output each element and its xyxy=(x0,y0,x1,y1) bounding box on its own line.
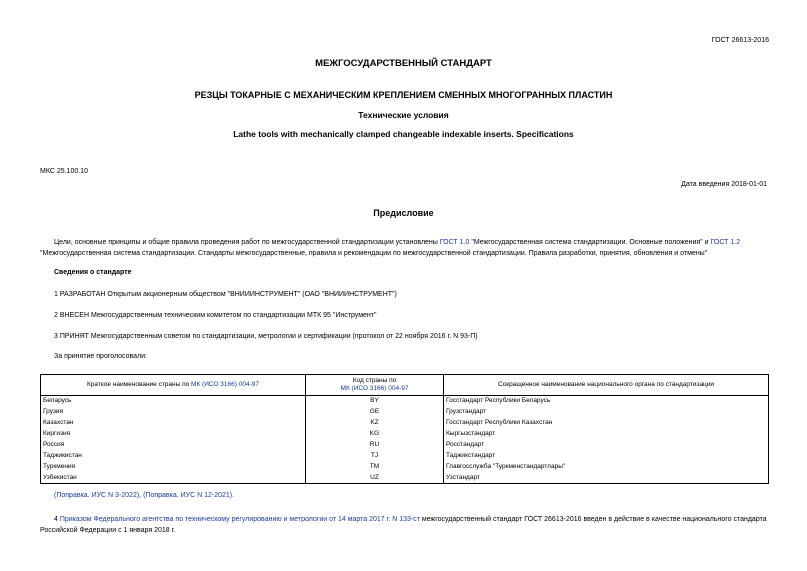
paragraph-text: "Межгосударственная система стандартизации. Стандарты межгосударственные, правила и рекомендации по межгосударственной стандартизации. Правила разработки, принятия, обновления и отмены" xyxy=(40,250,708,257)
header-text: Код страны по xyxy=(352,377,397,384)
code-cell: TJ xyxy=(306,450,444,461)
body-cell: Кыргызстандарт xyxy=(444,429,769,440)
table-row xyxy=(41,418,769,429)
body-cell: Главгосслужба "Туркменстандартлары" xyxy=(444,461,769,472)
header-text: Краткое наименование страны по xyxy=(87,381,192,388)
country-cell: Казахстан xyxy=(41,418,306,429)
column-header-country xyxy=(41,375,306,396)
column-header-code xyxy=(306,375,444,396)
gost-1-2-link[interactable]: ГОСТ 1.2 xyxy=(710,239,741,246)
gost-1-0-link[interactable]: ГОСТ 1.0 xyxy=(439,239,470,246)
code-cell: TM xyxy=(306,461,444,472)
table-row xyxy=(41,407,769,418)
item-adopted: 3 ПРИНЯТ Межгосударственным советом по стандартизации, метрологии и сертификации (протокол от 22 ноября 2016 г. N 93-П) xyxy=(54,333,478,340)
body-cell: Грузстандарт xyxy=(444,407,769,418)
mk-iso-link[interactable]: МК (ИСО 3166) 004-97 xyxy=(191,381,259,388)
amendment-text: . ИУС N 3-2022), ( xyxy=(87,492,146,499)
amendments-line xyxy=(54,492,234,499)
item-developed: 1 РАЗРАБОТАН Открытым акционерным обществом "ВНИИИНСТРУМЕНТ" (ОАО "ВНИИИНСТРУМЕНТ") xyxy=(54,291,397,298)
amendment-link[interactable]: Поправка xyxy=(145,492,177,499)
column-header-body: Сокращенное наименование национального органа по стандартизации xyxy=(444,375,769,396)
code-cell: RU xyxy=(306,440,444,451)
item-number: 4 xyxy=(54,516,60,523)
body-cell: Таджикстандарт xyxy=(444,450,769,461)
foreword-paragraph xyxy=(40,237,768,259)
paragraph-text: межгосударственный стандарт ГОСТ 26613-2016 введен в действие в качестве национального стандарта Российской Федерации с 1 января 2018 г. xyxy=(40,516,767,534)
code-cell: KG xyxy=(306,429,444,440)
table-row xyxy=(41,396,769,407)
country-cell: Таджикистан xyxy=(41,450,306,461)
voted-label: За принятие проголосовали: xyxy=(54,353,147,360)
code-cell: GE xyxy=(306,407,444,418)
country-cell: Россия xyxy=(41,440,306,451)
item-enacted xyxy=(40,514,768,536)
paragraph-text: "Межгосударственная система стандартизации. Основные положения" и xyxy=(469,239,711,246)
body-cell: Росстандарт xyxy=(444,440,769,451)
paragraph-text: Цели, основные принципы и общие правила проведения работ по межгосударственной стандартизации установлены xyxy=(54,239,440,246)
standard-title: РЕЗЦЫ ТОКАРНЫЕ С МЕХАНИЧЕСКИМ КРЕПЛЕНИЕМ СМЕННЫХ МНОГОГРАННЫХ ПЛАСТИН xyxy=(194,90,613,100)
code-cell: UZ xyxy=(306,472,444,483)
amendment-text: . ИУС N 12-2021). xyxy=(176,492,235,499)
country-cell: Грузия xyxy=(41,407,306,418)
country-cell: Узбекистан xyxy=(41,472,306,483)
standard-subtitle: Технические условия xyxy=(358,110,449,120)
table-header-row xyxy=(41,375,769,396)
body-cell: Узстандарт xyxy=(444,472,769,483)
amendment-text: ( xyxy=(54,492,57,499)
code-cell: BY xyxy=(306,396,444,407)
country-cell: Киргизия xyxy=(41,429,306,440)
standard-kind: МЕЖГОСУДАРСТВЕННЫЙ СТАНДАРТ xyxy=(315,58,492,69)
table-row xyxy=(41,440,769,451)
standard-info-heading: Сведения о стандарте xyxy=(54,269,132,276)
country-cell: Туркмения xyxy=(41,461,306,472)
body-cell: Госстандарт Республики Казахстан xyxy=(444,418,769,429)
table-row xyxy=(41,429,769,440)
item-submitted: 2 ВНЕСЕН Межгосударственным техническим комитетом по стандартизации МТК 95 "Инструмент" xyxy=(54,312,377,319)
country-cell: Беларусь xyxy=(41,396,306,407)
standard-english-title: Lathe tools with mechanically clamped changeable indexable inserts. Specifications xyxy=(233,129,574,139)
table-row xyxy=(41,472,769,483)
amendment-link[interactable]: Поправка xyxy=(56,492,88,499)
code-cell: KZ xyxy=(306,418,444,429)
introduction-date: Дата введения 2018-01-01 xyxy=(681,181,767,188)
foreword-heading: Предисловие xyxy=(373,208,434,218)
body-cell: Госстандарт Республики Беларусь xyxy=(444,396,769,407)
table-row xyxy=(41,461,769,472)
mks-code: МКС 25.100.10 xyxy=(40,168,88,175)
document-number: ГОСТ 26613-2016 xyxy=(711,37,769,44)
order-link[interactable]: Приказом Федерального агентства по техническому регулированию и метрологии от 14 марта 2017 г. N 133-ст xyxy=(59,516,420,523)
mk-iso-link[interactable]: МК (ИСО 3166) 004-97 xyxy=(340,385,409,392)
voting-countries-table xyxy=(40,374,769,484)
table-row xyxy=(41,450,769,461)
